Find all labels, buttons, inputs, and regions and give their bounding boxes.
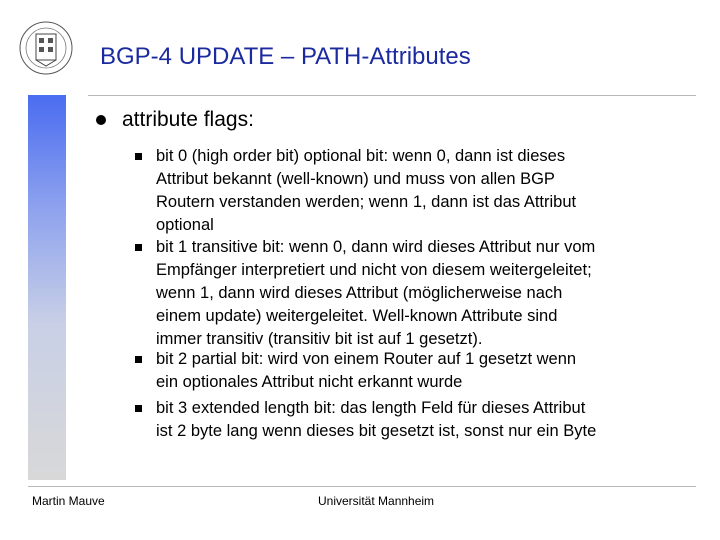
university-seal-icon [16,16,76,86]
bullet-line: bit 2 partial bit: wird von einem Router auf 1 gesetzt wenn [156,350,577,368]
bullet-line: optional [156,216,214,234]
bullet-line: immer transitiv (transitiv bit ist auf 1 gesetzt). [156,330,483,348]
footer-divider [28,486,696,487]
page-title: BGP-4 UPDATE – PATH-Attributes [100,43,471,70]
footer-institution: Universität Mannheim [318,494,435,508]
bullet-line: bit 1 transitive bit: wenn 0, dann wird dieses Attribut nur vom [156,238,596,256]
bullet-line: wenn 1, dann wird dieses Attribut (möglicherweise nach [156,284,563,302]
square-bullet-icon [135,244,142,251]
bullet-line: Attribut bekannt (well-known) und muss von allen BGP [156,170,555,188]
title-divider [88,95,696,96]
bullet-line: Routern verstanden werden; wenn 1, dann ist das Attribut [156,193,577,211]
sidebar-gradient-bar [28,95,66,480]
footer-author: Martin Mauve [32,494,105,508]
square-bullet-icon [135,405,142,412]
bullet-dot-icon [96,115,106,125]
square-bullet-icon [135,356,142,363]
bullet-line: ist 2 byte lang wenn dieses bit gesetzt ist, sonst nur ein Byte [156,422,597,440]
bullet-line: bit 0 (high order bit) optional bit: wenn 0, dann ist dieses [156,147,566,165]
square-bullet-icon [135,153,142,160]
bullet-line: einem update) weitergeleitet. Well-known Attribute sind [156,307,558,325]
bullet-line: Empfänger interpretiert und nicht von diesem weitergeleitet; [156,261,592,279]
bullet-line: ein optionales Attribut nicht erkannt wurde [156,373,463,391]
main-bullet-text: attribute flags: [122,108,254,131]
bullet-line: bit 3 extended length bit: das length Feld für dieses Attribut [156,399,586,417]
